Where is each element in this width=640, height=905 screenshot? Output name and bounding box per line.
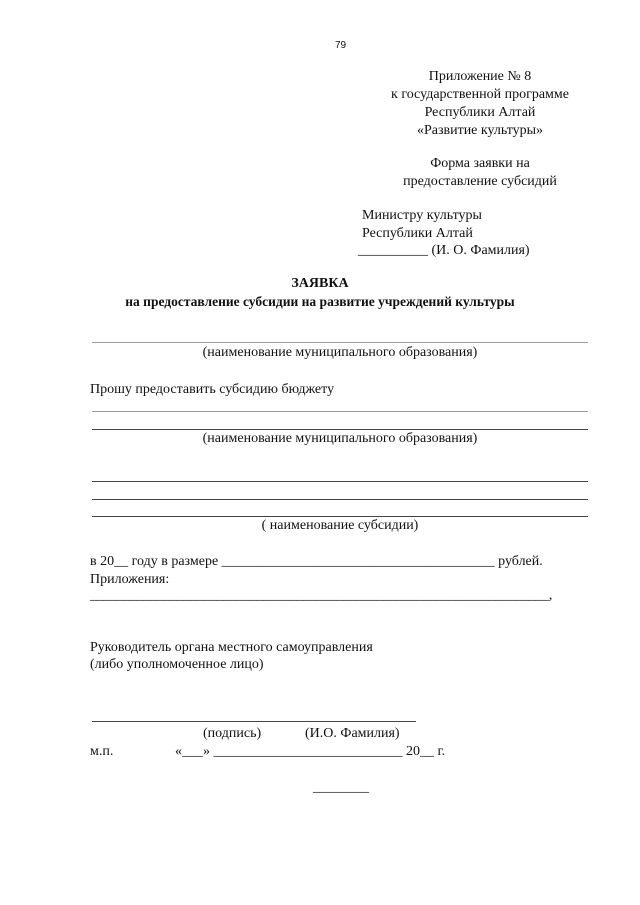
amount-line: в 20__ году в размере _______________________________________ рублей. <box>90 554 543 569</box>
subsidy-caption: ( наименование субсидии) <box>261 518 419 533</box>
budget-field-line-1 <box>92 411 588 412</box>
budget-field-line-2 <box>92 429 588 430</box>
attachments-label: Приложения: <box>90 572 170 587</box>
end-mark: ________ <box>313 780 369 795</box>
date-line: «___» ___________________________ 20__ г. <box>175 744 446 759</box>
signer-subtitle: (либо уполномоченное лицо) <box>90 657 264 672</box>
stamp-label: м.п. <box>90 744 114 759</box>
form-caption-line: предоставление субсидий <box>403 174 557 189</box>
appendix-line: Приложение № 8 <box>428 69 532 84</box>
appendix-block <box>360 68 600 140</box>
municipality-caption-2: (наименование муниципального образования) <box>202 431 478 446</box>
subsidy-field-line-1 <box>92 481 588 482</box>
page-number: 79 <box>335 40 347 51</box>
form-caption-block <box>360 155 600 191</box>
document-title: ЗАЯВКА <box>291 276 349 291</box>
addressee-line-1: Министру культуры <box>362 208 482 223</box>
appendix-line: к государственной программе <box>391 87 569 102</box>
municipality-caption-1: (наименование муниципального образования) <box>202 345 478 360</box>
document-subtitle: на предоставление субсидии на развитие учреждений культуры <box>125 294 515 309</box>
request-text: Прошу предоставить субсидию бюджету <box>90 382 335 397</box>
addressee-line-3: __________ (И. О. Фамилия) <box>358 243 530 258</box>
subsidy-field-line-3 <box>92 516 588 517</box>
name-caption: (И.О. Фамилия) <box>305 726 400 741</box>
subsidy-field-line-2 <box>92 499 588 500</box>
addressee-line-2: Республики Алтай <box>362 226 473 241</box>
appendix-line: Республики Алтай <box>424 105 536 120</box>
signer-title: Руководитель органа местного самоуправления <box>90 640 373 655</box>
signature-line <box>92 721 416 722</box>
attachments-line: _____________________________________________________________________, <box>90 588 553 603</box>
municipality-field-line <box>92 342 588 343</box>
form-caption-line: Форма заявки на <box>430 156 530 171</box>
signature-caption: (подпись) <box>203 726 262 741</box>
appendix-line: «Развитие культуры» <box>416 123 544 138</box>
